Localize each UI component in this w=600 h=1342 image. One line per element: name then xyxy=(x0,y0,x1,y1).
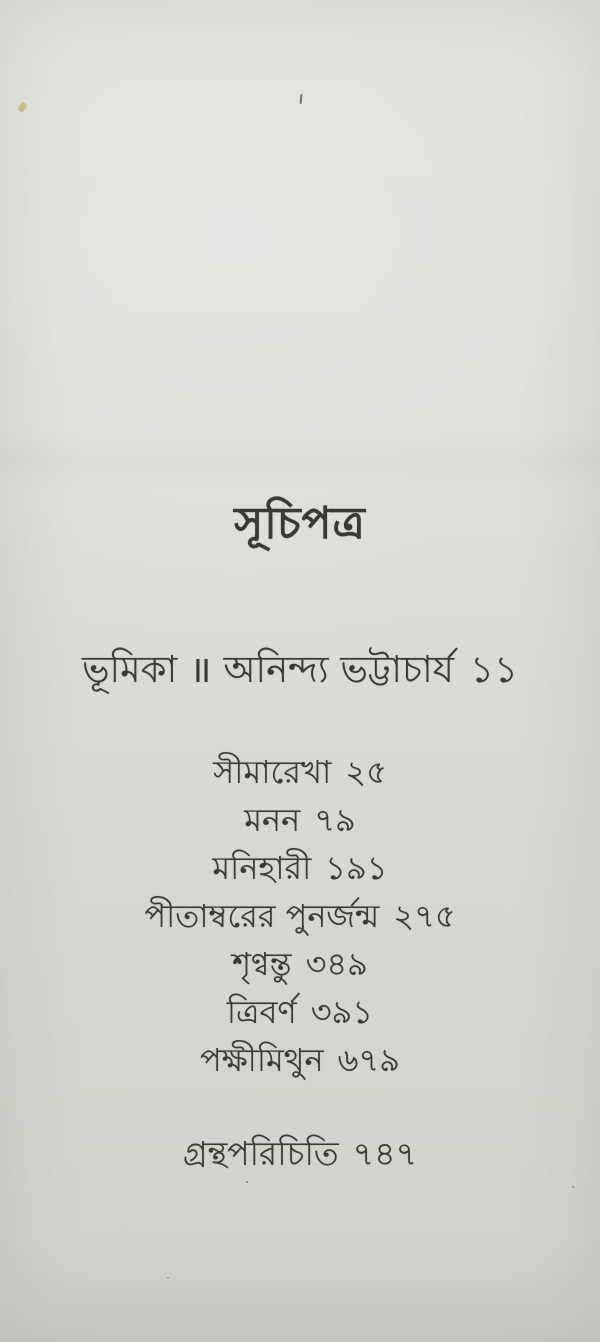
toc-list xyxy=(0,748,600,1084)
toc-entry xyxy=(0,892,600,940)
paper-speck xyxy=(300,94,303,104)
toc-entry xyxy=(0,940,600,988)
toc-entry xyxy=(0,748,600,796)
paper-speck xyxy=(17,101,28,113)
paper-shading-band xyxy=(0,1240,600,1342)
entry-title: পীতাম্বরের পুনর্জন্ম xyxy=(144,897,380,935)
preface-author: অনিন্দ্য ভট্টাচার্য xyxy=(223,648,454,691)
footer-entry xyxy=(0,1128,600,1180)
paper-speck xyxy=(572,1186,574,1188)
toc-entry xyxy=(0,844,600,892)
double-danda-separator: ॥ xyxy=(189,648,212,691)
entry-title: মনন xyxy=(244,801,301,839)
paper-shading-band xyxy=(0,430,600,490)
entry-page-number: ৭৯ xyxy=(314,801,356,839)
entry-page-number: ৩৪৯ xyxy=(305,945,368,983)
entry-page-number: ১৯১ xyxy=(325,849,388,887)
entry-title: ত্রিবর্ণ xyxy=(226,993,297,1031)
toc-entry xyxy=(0,1036,600,1084)
preface-label: ভূমিকা xyxy=(81,648,178,691)
entry-title: মনিহারী xyxy=(212,849,312,887)
toc-entry xyxy=(0,796,600,844)
entry-page-number: ২৫ xyxy=(345,753,387,791)
paper-speck xyxy=(246,1181,248,1183)
entry-page-number: ৩৯১ xyxy=(310,993,374,1031)
entry-title: পক্ষীমিথুন xyxy=(200,1041,324,1079)
toc-entry xyxy=(0,988,600,1036)
page-title: সূচিপত্র xyxy=(234,498,366,549)
entry-page-number: ২৭৫ xyxy=(393,897,456,935)
entry-title: সীমারেখা xyxy=(213,753,332,791)
entry-title: গ্রন্থপরিচিতি xyxy=(183,1134,339,1173)
paper-speck xyxy=(167,1277,169,1279)
entry-page-number: ৬৭৯ xyxy=(337,1041,400,1079)
entry-page-number: ৭৪৭ xyxy=(352,1134,417,1173)
preface-line xyxy=(0,640,600,703)
entry-title: শৃণ্বন্তু xyxy=(232,945,292,983)
preface-page-number: ১১ xyxy=(470,648,519,691)
